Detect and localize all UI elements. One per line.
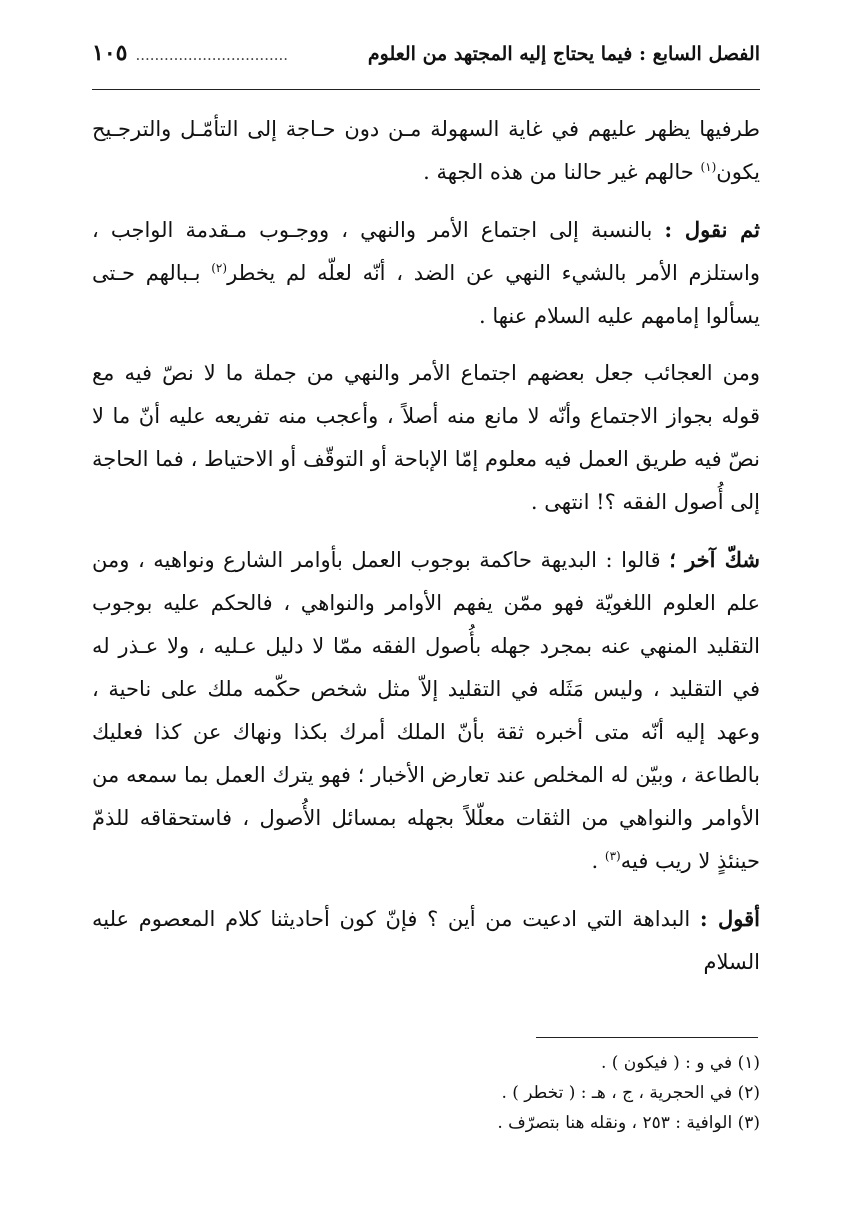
paragraph (92, 352, 760, 524)
running-header (92, 40, 760, 90)
paragraph (92, 108, 760, 194)
page-number: ١٠٥ (92, 40, 128, 66)
footnotes (92, 1048, 760, 1138)
paragraph-tail: حالهم غير حالنا من هذه الجهة . (423, 160, 701, 184)
footnote-ref[interactable]: (١) (700, 160, 717, 174)
paragraph-text: ومن العجائب جعل بعضهم اجتماع الأمر والنهي من جملة ما لا نصّ فيه مع قوله بجواز الاجتماع وأنّه لا مانع منه أصلاً ، وأعجب منه تفريعه عليه أنّ ما لا نصّ فيه طريق العمل فيه معلوم إمّا الإباحة أو التوقّف أو الاحتياط ، فما الحاجة إلى أُصول الفقه ؟! انتهى . (92, 361, 760, 514)
footnote-divider (536, 1037, 758, 1038)
paragraph-text: البداهة التي ادعيت من أين ؟ فإنّ كون أحاديثنا كلام المعصوم عليه السلام (92, 907, 760, 974)
footnote-ref[interactable]: (٢) (211, 261, 228, 275)
footnote-ref[interactable]: (٣) (604, 849, 621, 863)
paragraph-text: طرفيها يظهر عليهم في غاية السهولة مـن دون حـاجة إلى التأمّـل والترجـيح يكون (92, 117, 760, 184)
paragraph-tail: بـبالهم حـتى يسألوا إمامهم عليه السلام عنها . (92, 261, 760, 328)
leader-dots: ................................ (135, 46, 289, 64)
paragraph-lead: ثم نقول : (664, 217, 760, 242)
paragraph-lead: أقول : (699, 906, 760, 931)
paragraph-text: بالنسبة إلى اجتماع الأمر والنهي ، ووجـوب مـقدمة الواجب ، واستلزم الأمر بالشيء النهي عن الضد ، أنّه لعلّه لم يخطر (92, 218, 760, 285)
paragraph-tail: . (591, 849, 605, 873)
footnote: (٢) في الحجرية ، ج ، هـ : ( تخطر ) . (501, 1083, 760, 1103)
paragraph-text: قالوا : البديهة حاكمة بوجوب العمل بأوامر الشارع ونواهيه ، ومن علم العلوم اللغويّة فهو ممّن يفهم الأوامر والنواهي ، فالحكم عليه بوجوب التقليد المنهي عنه بمجرد جهله بأُصول الفقه ممّا لا دليل عـليه ، ولا عـذر له في التقليد ، وليس مَثَله في التقليد إلاّ مثل شخص حكّمه ملك على ناحية ، وعهد إليه أنّه متى أخبره ثقة بأنّ الملك أمرك بكذا ونهاك عن كذا فعليك بالطاعة ، وبيّن له المخلص عند تعارض الأخبار ؛ فهو يترك العمل بما سمعه من الأوامر والنواهي من الثقات معلّلاً بجهله بمسائل الأُصول ، فاستحقاقه للذمّ حينئذٍ لا ريب فيه (92, 548, 760, 873)
paragraph (92, 897, 760, 984)
footnote: (٣) الوافية : ٢٥٣ ، ونقله هنا بتصرّف . (497, 1113, 760, 1133)
paragraph (92, 208, 760, 338)
paragraph (92, 538, 760, 883)
chapter-title: الفصل السابع : فيما يحتاج إليه المجتهد من العلوم (367, 43, 760, 65)
footnote: (١) في و : ( فيكون ) . (600, 1053, 760, 1073)
paragraph-lead: شكّ آخر ؛ (669, 547, 760, 572)
main-text (92, 108, 760, 998)
